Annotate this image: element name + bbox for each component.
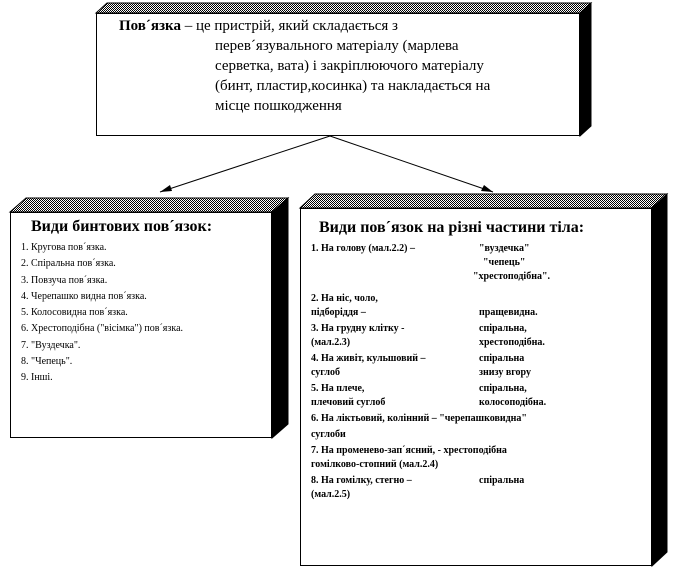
definition-term: Пов´язка [119,18,181,34]
definition-line-2: перев´язувального матеріалу (марлева [215,38,459,54]
body-part-bandages-box [300,208,652,566]
body-part-row-label: (мал.2.3) [311,337,351,348]
body-part-row-label: (мал.2.5) [311,489,351,500]
list-item: 7. "Вуздечка". [21,339,81,351]
top-box-depth-side [580,3,591,136]
body-part-row-bandage: "чепець" [483,257,526,268]
left-box-depth-top [10,198,288,212]
body-part-row-label: 1. На голову (мал.2.2) – [311,243,415,254]
body-part-row-label: 8. На гомілку, стегно – [311,475,412,486]
body-part-row-label: гомілково-стопний (мал.2.4) [311,459,439,470]
body-part-row-bandage: колосоподібна. [479,397,547,408]
connector-right [330,136,493,192]
arrowhead-left [160,185,172,192]
body-part-bandages-title: Види пов´язок на різні частини тіла: [319,219,585,236]
left-box-depth-side [272,198,288,438]
body-part-row-label: 2. На ніс, чоло, [311,293,378,304]
body-part-row-label: 3. На грудну клітку - [311,323,405,334]
body-part-row-label: суглоби [311,429,346,440]
list-item: 1. Кругова пов´язка. [21,242,107,253]
body-part-row-label: 7. На променево-зап´ясний, - хрестоподібна [311,445,507,456]
list-item: 9. Інші. [21,372,53,384]
right-box-depth-side [652,194,667,566]
body-part-row-bandage: пращевидна. [479,307,538,318]
definition-line-1 [119,18,398,35]
definition-line-4: (бинт, пластир,косинка) та накладається на [215,78,491,94]
definition-text-1: – це пристрій, який складається з [180,18,398,34]
list-item: 5. Колосовидна пов´язка. [21,307,128,319]
list-item: 2. Спіральна пов´язка. [21,258,116,270]
body-part-row-label: суглоб [311,367,340,378]
connector-left [160,136,330,192]
body-part-row-bandage: хрестоподібна. [479,337,545,348]
body-part-row-label: 6. На ліктьовий, колінний – "черепашковидна" [311,413,527,424]
body-part-row-label: підборіддя – [311,307,366,318]
list-item: 4. Черепашко видна пов´язка. [21,290,147,302]
bandage-types-box [10,212,272,438]
definition-box [96,13,580,136]
arrowhead-right [481,185,493,192]
body-part-row-bandage: спіральна [479,353,525,364]
definition-line-5: місце пошкодження [215,98,342,114]
body-part-row-bandage: спіральна, [479,383,527,394]
bandage-types-title: Види бинтових пов´язок: [31,218,213,235]
list-item: 6. Хрестоподібна ("вісімка") пов´язка. [21,323,184,335]
body-part-row-label: 5. На плече, [311,383,365,394]
body-part-row-label: плечовий суглоб [311,397,386,408]
body-part-row-bandage: "вуздечка" [479,243,530,254]
list-item: 3. Повзуча пов´язка. [21,274,108,286]
right-box-depth-top [300,194,667,208]
bandage-types-list [21,240,183,387]
top-box-depth-top [96,3,591,13]
list-item: 8. "Чепець". [21,356,73,368]
body-part-row-bandage: спіральна [479,475,525,486]
body-part-row-bandage: знизу вгору [479,367,531,378]
body-part-row-bandage: спіральна, [479,323,527,334]
body-part-row-bandage: "хрестоподібна". [473,271,551,282]
definition-line-3: серветка, вата) і закріплюючого матеріалу [215,58,484,74]
body-part-row-label: 4. На живіт, кульшовий – [311,353,426,364]
